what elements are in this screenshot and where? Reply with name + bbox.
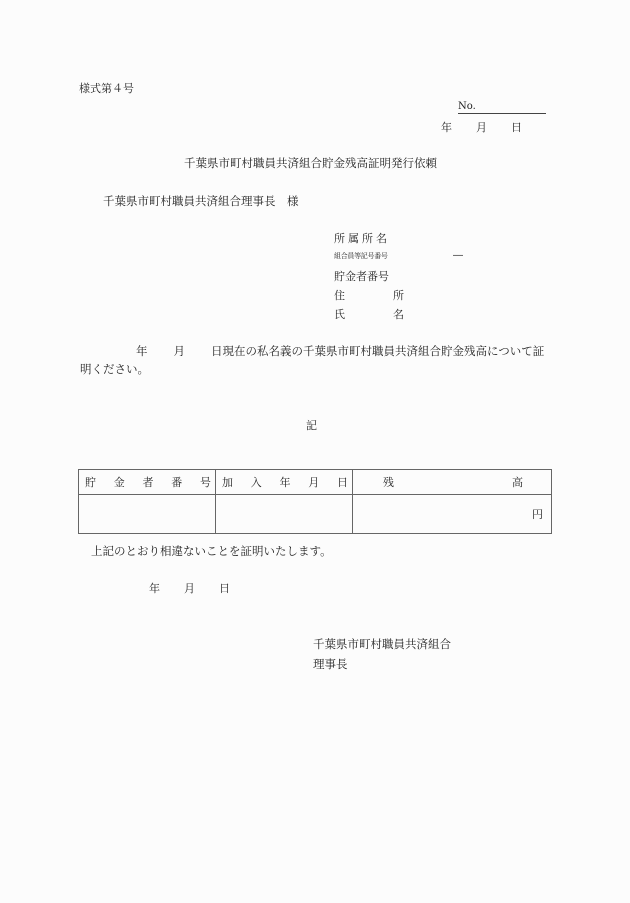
date-bottom-day: 日 — [219, 582, 230, 595]
header-balance: 残 高 — [353, 470, 552, 495]
yen-unit: 円 — [532, 508, 543, 521]
address-label-left: 住 — [334, 289, 345, 302]
field-address-label — [334, 287, 404, 303]
field-affiliation-label — [334, 230, 410, 246]
date-top-day: 日 — [511, 121, 522, 134]
depositor-number-cell[interactable] — [79, 495, 216, 534]
date-bottom-month: 月 — [184, 582, 195, 595]
date-top-month: 月 — [476, 121, 487, 134]
field-name-label — [334, 306, 404, 322]
field-member-number-label — [334, 251, 414, 261]
member-number-label: 組合員等記号番号 — [334, 252, 388, 260]
field-depositor-number-label — [334, 268, 410, 284]
request-year: 年 — [136, 344, 148, 358]
name-label-right: 名 — [393, 308, 404, 321]
date-top-year: 年 — [441, 121, 452, 134]
table-header-row — [79, 470, 552, 495]
issuer-organization: 千葉県市町村職員共済組合 — [313, 637, 451, 651]
request-month: 月 — [173, 344, 185, 358]
certificate-table — [78, 469, 552, 534]
balance-cell[interactable] — [353, 495, 552, 534]
address-label-right: 所 — [393, 289, 404, 302]
join-date-cell[interactable] — [216, 495, 353, 534]
header-join-date: 加 入 年 月 日 — [216, 470, 353, 495]
confirmation-text: 上記のとおり相違ないことを証明いたします。 — [91, 544, 332, 558]
table-row — [79, 495, 552, 534]
request-body: 日現在の私名義の千葉県市町村職員共済組合貯金残高について証 — [211, 344, 545, 358]
request-line-1 — [136, 343, 544, 359]
issuer-position: 理事長 — [313, 657, 348, 671]
reference-number-field[interactable]: No. — [458, 100, 546, 114]
date-bottom-year: 年 — [149, 582, 160, 595]
depositor-number-label: 貯金者番号 — [334, 270, 389, 283]
member-number-dash: ― — [453, 250, 463, 261]
addressee: 千葉県市町村職員共済組合理事長 様 — [103, 194, 299, 208]
ki-label: 記 — [306, 419, 317, 432]
document-title: 千葉県市町村職員共済組合貯金残高証明発行依頼 — [184, 156, 437, 170]
name-label-left: 氏 — [334, 308, 345, 321]
request-line-2: 明ください。 — [80, 362, 149, 376]
header-depositor-number: 貯 金 者 番 号 — [79, 470, 216, 495]
form-number: 様式第４号 — [79, 82, 134, 95]
affiliation-label: 所属所名 — [334, 232, 390, 245]
